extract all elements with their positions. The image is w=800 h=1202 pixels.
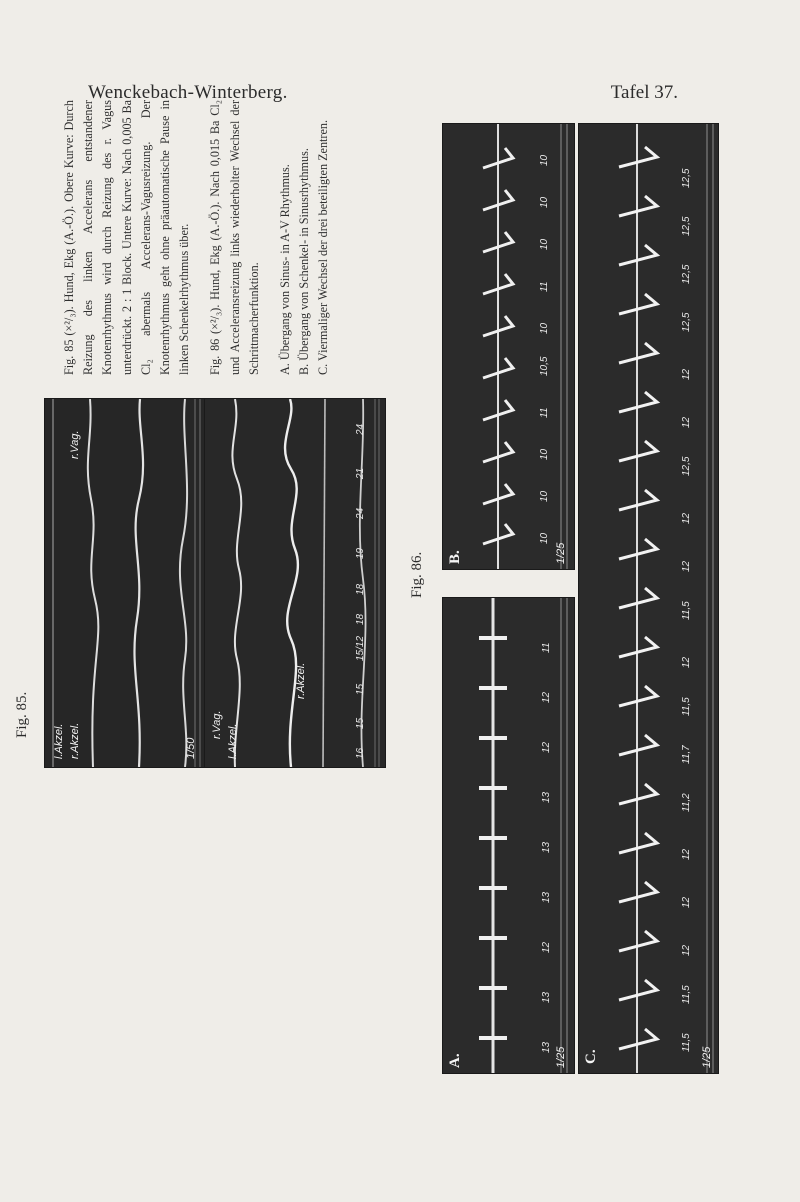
- interval-number: 12: [541, 691, 552, 703]
- interval-number: 19: [355, 547, 366, 559]
- interval-number: 12,5: [681, 264, 692, 284]
- interval-number: 13: [541, 841, 552, 853]
- interval-number: 13: [541, 891, 552, 903]
- interval-number: 12: [681, 512, 692, 524]
- interval-number: 11,5: [681, 1033, 692, 1052]
- interval-number: 15: [355, 683, 366, 695]
- interval-number: 12: [541, 741, 552, 753]
- interval-number: 12,5: [681, 168, 692, 188]
- interval-number: 12: [681, 944, 692, 956]
- label-r-akzel-top: r.Akzel.: [69, 722, 81, 759]
- timescale-86-A: 1/25: [555, 1046, 567, 1068]
- interval-number: 11: [539, 281, 550, 292]
- label-r-vag-bottom: r.Vag.: [211, 710, 223, 739]
- interval-number: 12: [681, 368, 692, 380]
- caption-item-a: A. Übergang von Sinus- in A-V Rhythmus.: [278, 164, 293, 375]
- interval-number: 11,7: [681, 745, 692, 764]
- panel-letter-c: C.: [583, 1049, 599, 1064]
- caption-item-c: C. Viermaliger Wechsel der drei beteiligten Zentren.: [316, 119, 331, 375]
- interval-number: 12,5: [681, 312, 692, 332]
- ecg-trace-86-C: [579, 124, 718, 1073]
- panel-letter-b: B.: [447, 550, 463, 564]
- fig86-subitems: [276, 100, 334, 375]
- interval-number: 12: [541, 941, 552, 953]
- fig85-bottom-trace: [204, 398, 386, 768]
- interval-number: 18: [355, 613, 366, 625]
- interval-number: 12,5: [681, 456, 692, 476]
- panel-letter-a: A.: [447, 1053, 463, 1068]
- interval-number: 13: [541, 1041, 552, 1053]
- interval-number: 15: [355, 717, 366, 729]
- fig86-A-trace: [442, 597, 575, 1074]
- timescale-86-B: 1/25: [555, 542, 567, 564]
- label-r-akzel-bottom: r.Akzel.: [295, 662, 307, 699]
- fig85-top-trace: [44, 398, 206, 768]
- label-l-akzel-bottom: l.Akzel.: [227, 723, 239, 759]
- interval-number: 18: [355, 583, 366, 595]
- label-r-vag-top: r.Vag.: [69, 430, 81, 459]
- interval-number: 10: [539, 448, 550, 460]
- fig86-caption: Fig. 86 (×²/₃). Hund, Ekg (A.-Ö.). Nach 0,015 Ba Cl₂ und Acceleransreizung links wiederholter Wechsel der Schrittmacherfunktion.: [208, 100, 261, 375]
- ecg-trace-86-B: [443, 124, 574, 569]
- interval-number: 11,5: [681, 985, 692, 1004]
- fig85-caption: Fig. 85 (×²/₃). Hund, Ekg (A.-Ö.). Obere Kurve: Durch Reizung des linken Accelerans entstandener Knotenrhythmus wird durch Reizung des r. Vagus unterdrückt. 2 : 1 Block. Untere Kurve: Nach 0,005 Ba Cl₂ abermals Accelerans-Vagusreizung. Der Knotenrhythmus geht ohne präautomatische Pause in linken Schenkelrhythmus über.: [62, 100, 192, 375]
- figure-86-label: Fig. 86.: [409, 551, 425, 598]
- interval-number: 21: [355, 467, 366, 479]
- interval-number: 11,2: [681, 793, 692, 812]
- interval-number: 12: [681, 896, 692, 908]
- caption-item-b: B. Übergang von Schenkel- in Sinusrhythmus.: [297, 148, 312, 375]
- interval-number: 16: [355, 747, 366, 759]
- figure-85-label: Fig. 85.: [14, 691, 30, 738]
- interval-number: 13: [541, 791, 552, 803]
- interval-number: 11: [539, 407, 550, 418]
- interval-number: 10,5: [539, 356, 550, 376]
- interval-number: 13: [541, 991, 552, 1003]
- interval-number: 11,5: [681, 601, 692, 620]
- plate-number: Tafel 37.: [610, 82, 678, 103]
- interval-number: 12: [681, 416, 692, 428]
- interval-number: 24: [355, 423, 366, 435]
- authors-header: Wenckebach-Winterberg.: [88, 82, 288, 103]
- label-l-akzel-top: l.Akzel.: [53, 723, 65, 759]
- interval-number: 10: [539, 490, 550, 502]
- interval-number: 10: [539, 154, 550, 166]
- interval-number: 12: [681, 560, 692, 572]
- interval-number: 10: [539, 196, 550, 208]
- interval-number: 11: [541, 642, 552, 653]
- interval-number: 12: [681, 656, 692, 668]
- interval-number: 15/12: [355, 635, 366, 661]
- interval-number: 24: [355, 507, 366, 519]
- interval-number: 12: [681, 848, 692, 860]
- interval-number: 10: [539, 238, 550, 250]
- fig86-B-trace: [442, 123, 575, 570]
- timescale-85-top: 1/50: [185, 737, 197, 759]
- interval-number: 10: [539, 532, 550, 544]
- interval-number: 10: [539, 322, 550, 334]
- figure-caption: [60, 100, 334, 375]
- fig86-C-trace: [578, 123, 719, 1074]
- timescale-86-C: 1/25: [701, 1046, 713, 1068]
- interval-number: 11,5: [681, 697, 692, 716]
- ecg-trace-86-A: [443, 598, 574, 1073]
- interval-number: 12,5: [681, 216, 692, 236]
